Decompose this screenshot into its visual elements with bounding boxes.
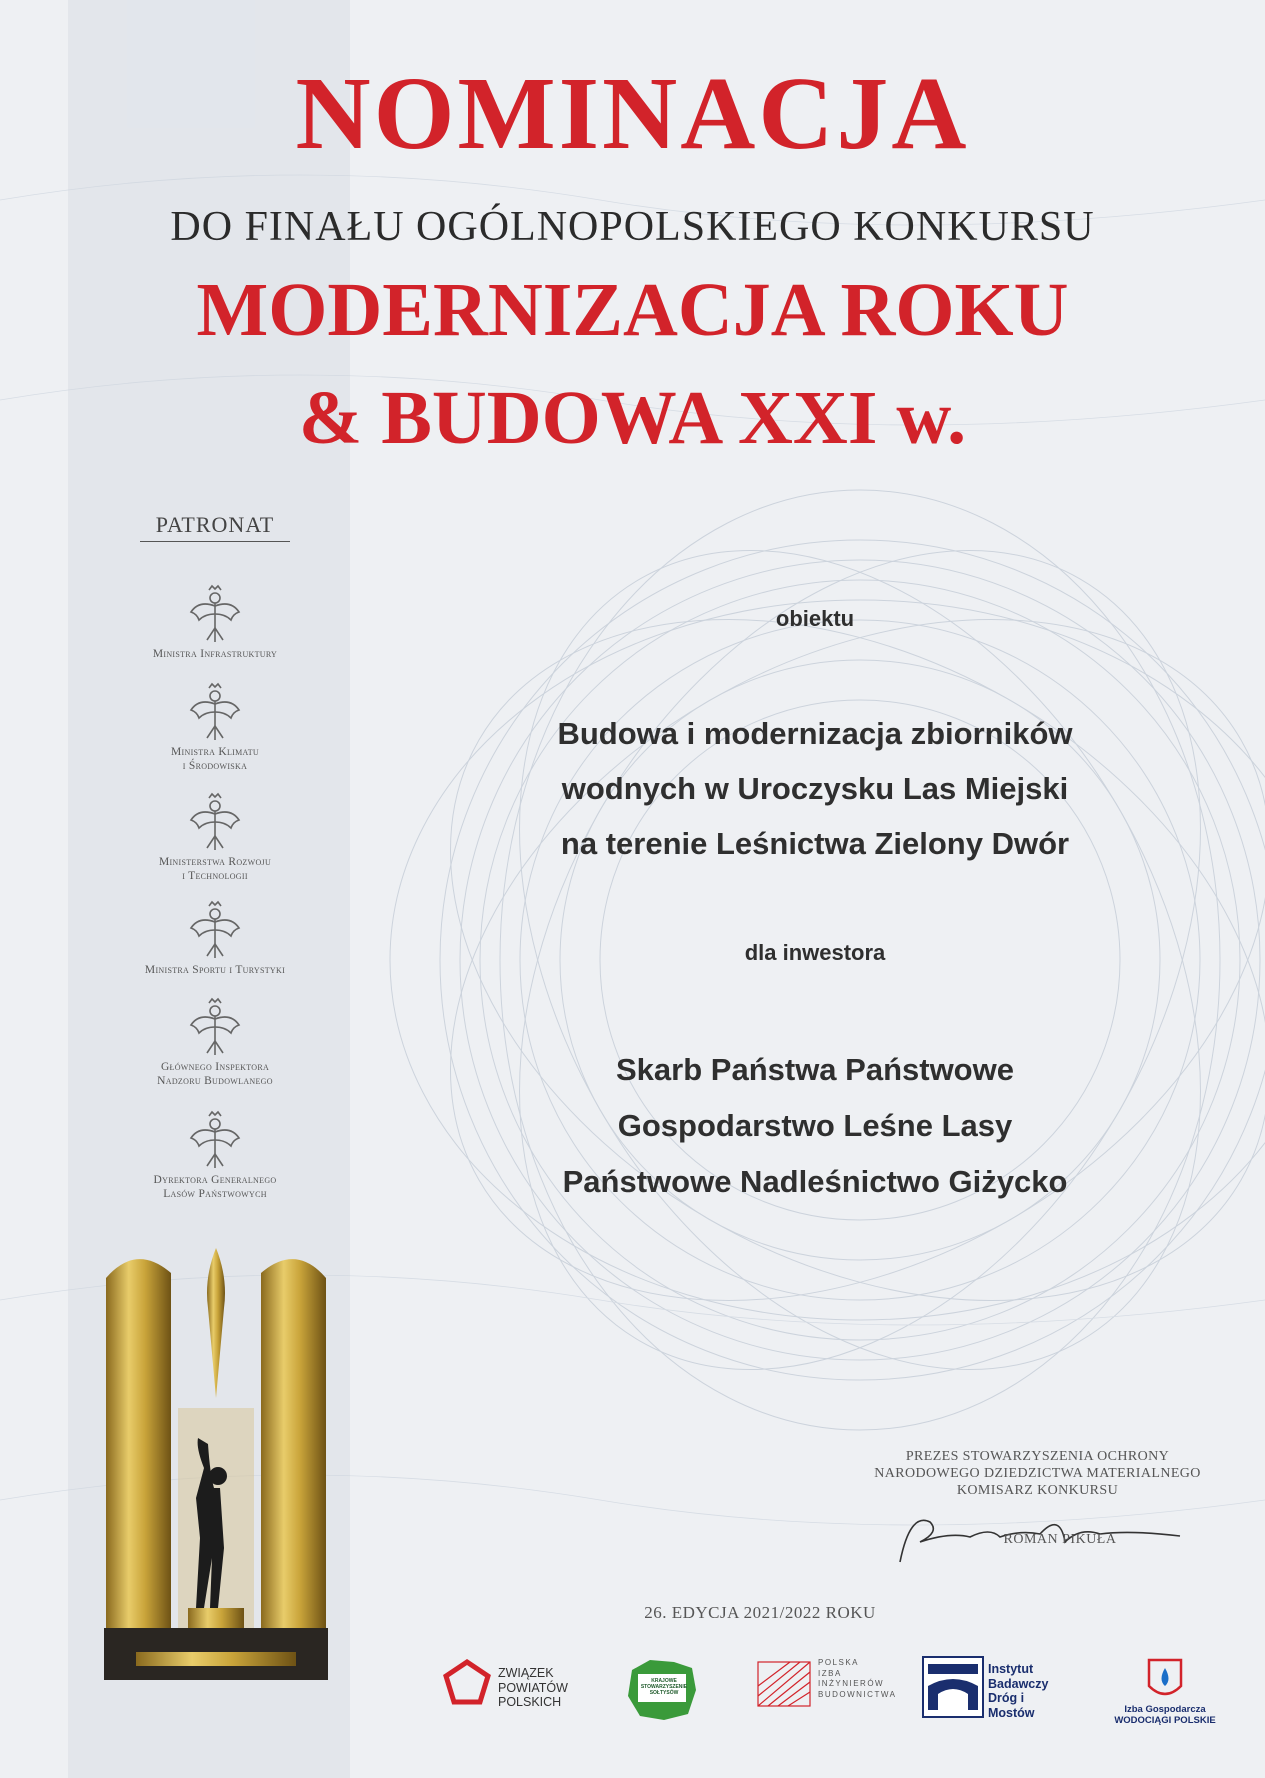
patron-name: Dyrektora Generalnego Lasów Państwowych bbox=[153, 1174, 277, 1200]
certificate-subtitle: DO FINAŁU OGÓLNOPOLSKIEGO KONKURSU bbox=[170, 204, 1095, 250]
polish-eagle-icon bbox=[187, 1110, 243, 1170]
zpp-logo-icon bbox=[440, 1656, 494, 1710]
patron-name: Ministerstwa Rozwoju i Technologii bbox=[158, 856, 272, 882]
partner-name: KRAJOWE STOWARZYSZENIE SOŁTYSÓW bbox=[640, 1678, 688, 1696]
partner-logo-ibdim bbox=[922, 1656, 1072, 1736]
partner-name: ZWIĄZEK POWIATÓW POLSKICH bbox=[498, 1666, 568, 1709]
partner-logo-krs bbox=[624, 1656, 704, 1736]
certificate-title: NOMINACJA bbox=[295, 56, 970, 171]
patron-name: Ministra Klimatu i Środowiska bbox=[171, 746, 259, 772]
partner-name: Instytut Badawczy Dróg i Mostów bbox=[988, 1662, 1049, 1720]
partner-name: Izba Gospodarcza WODOCIĄGI POLSKIE bbox=[1114, 1704, 1216, 1726]
partner-logo-piib bbox=[756, 1656, 897, 1736]
patron-name: Głównego Inspektora Nadzoru Budowlanego bbox=[157, 1061, 273, 1087]
water-drop-logo-icon bbox=[1100, 1656, 1230, 1702]
polish-eagle-icon bbox=[187, 792, 243, 852]
investor-name: Skarb Państwa Państwowe Gospodarstwo Leśne Lasy Państwowe Nadleśnictwo Giżycko bbox=[562, 1052, 1068, 1199]
polish-eagle-icon bbox=[187, 997, 243, 1057]
partner-logo-igwp bbox=[1100, 1656, 1230, 1736]
object-label: obiektu bbox=[775, 606, 855, 631]
signatory-title: PREZES STOWARZYSZENIA OCHRONY NARODOWEGO DZIEDZICTWA MATERIALNEGO KOMISARZ KONKURSU bbox=[874, 1449, 1201, 1498]
patron-item bbox=[110, 900, 320, 978]
partner-name: POLSKA IZBA INŻYNIERÓW BUDOWNICTWA bbox=[818, 1658, 897, 1699]
patron-item bbox=[110, 997, 320, 1089]
contest-name-line2: & BUDOWA XXI w. bbox=[298, 376, 967, 460]
partner-logo-zpp bbox=[440, 1656, 590, 1736]
patron-name: Ministra Sportu i Turystyki bbox=[144, 964, 286, 976]
investor-label: dla inwestora bbox=[744, 940, 886, 965]
contest-name-line1: MODERNIZACJA ROKU bbox=[196, 268, 1069, 352]
bridge-logo-icon bbox=[922, 1656, 984, 1718]
piib-logo-icon bbox=[756, 1656, 812, 1712]
polish-eagle-icon bbox=[187, 682, 243, 742]
patronage-label: PATRONAT bbox=[140, 512, 290, 542]
patron-item bbox=[110, 584, 320, 662]
signatory-name: ROMAN PIKUŁA bbox=[1003, 1532, 1117, 1547]
patron-item bbox=[110, 1110, 320, 1202]
trophy-icon bbox=[96, 1248, 336, 1688]
patron-name: Ministra Infrastruktury bbox=[152, 648, 278, 660]
object-name: Budowa i modernizacja zbiorników wodnych w Uroczysku Las Miejski na terenie Leśnictwa Zielony Dwór bbox=[557, 716, 1073, 861]
edition-label: 26. EDYCJA 2021/2022 ROKU bbox=[644, 1603, 876, 1622]
patron-item bbox=[110, 792, 320, 884]
patron-item bbox=[110, 682, 320, 774]
polish-eagle-icon bbox=[187, 900, 243, 960]
polish-eagle-icon bbox=[187, 584, 243, 644]
